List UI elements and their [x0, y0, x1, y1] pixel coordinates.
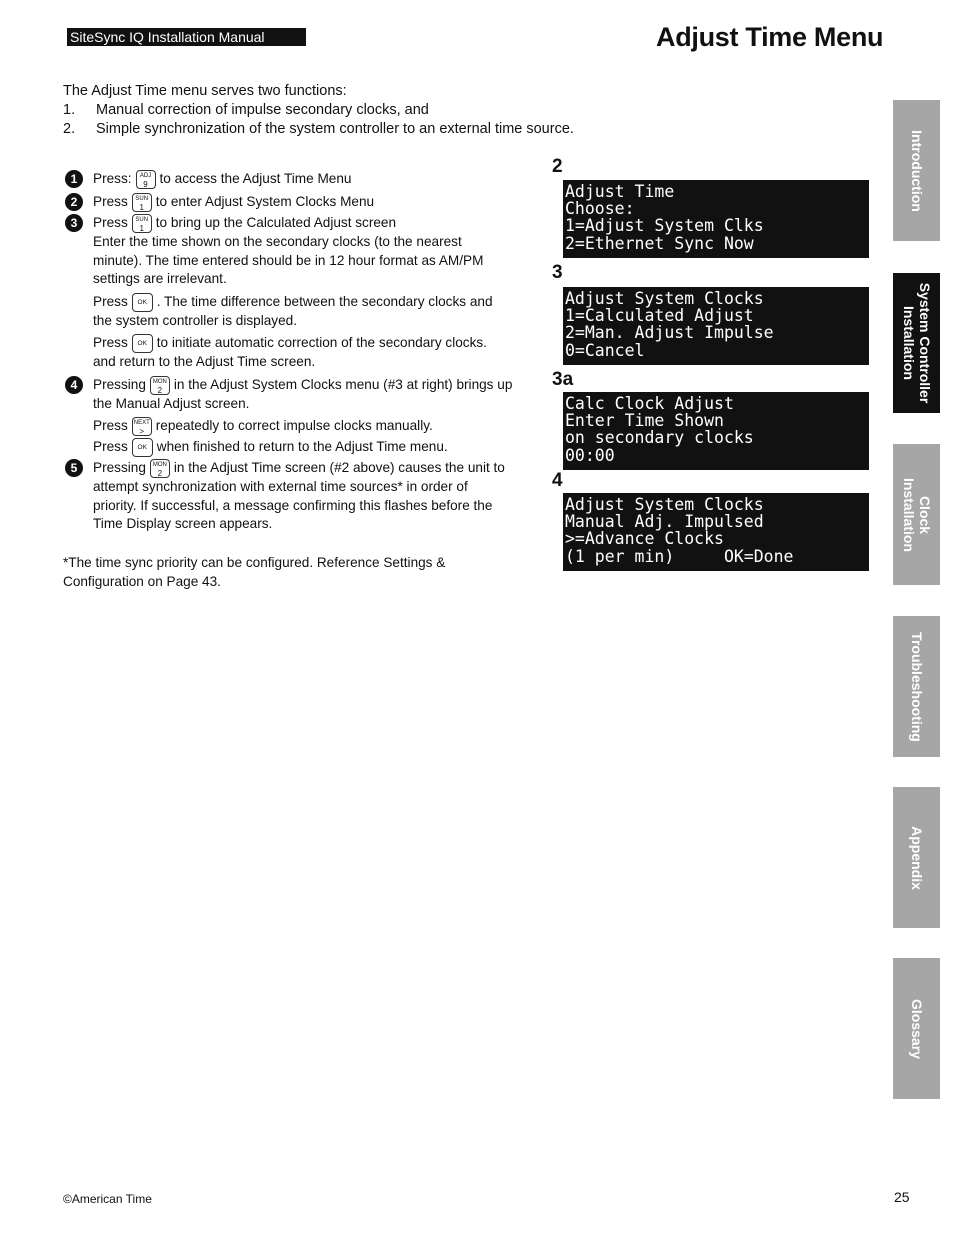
step-number-badge: 2	[65, 193, 83, 211]
step-text: . The time difference between the secondary clocks and the system controller is displayed.	[93, 293, 493, 328]
intro-item-number: 1.	[63, 102, 76, 118]
screen-label: 2	[552, 156, 563, 177]
mon-2-key-icon	[150, 459, 170, 478]
lcd-line: >=Advance Clocks	[565, 529, 724, 549]
intro-item	[63, 120, 574, 139]
lcd-line: 2=Ethernet Sync Now	[565, 233, 754, 253]
adj-9-key-icon	[136, 170, 156, 189]
lcd-line: (1 per min) OK=Done	[565, 546, 794, 566]
key-value: 2	[157, 469, 163, 478]
ok-key-icon: OK	[132, 293, 153, 312]
step-4-press-ok	[63, 438, 513, 457]
tab-glossary[interactable]	[893, 958, 940, 1099]
step-text: repeatedly to correct impulse clocks manually.	[155, 418, 433, 434]
step-text: Press:	[93, 171, 132, 187]
step-3-press-ok	[63, 293, 513, 331]
key-value: 1	[139, 224, 144, 233]
key-caption: MON	[152, 462, 167, 468]
step-text: to enter Adjust System Clocks Menu	[155, 194, 375, 210]
lcd-line: 00:00	[565, 445, 615, 465]
screen-label: 3	[552, 262, 563, 283]
step-text: in the Adjust System Clocks menu (#3 at right) brings up the Manual Adjust screen.	[93, 376, 513, 411]
step-text: Pressing	[93, 376, 146, 392]
step-number-badge: 1	[65, 170, 83, 188]
lcd-line: 2=Man. Adjust Impulse	[565, 323, 774, 343]
lcd-line: Choose:	[565, 199, 635, 219]
copyright: ©American Time	[63, 1192, 152, 1206]
tab-system-controller-installation[interactable]	[893, 273, 940, 413]
step-text: Press	[93, 335, 128, 351]
key-caption: NEXT	[133, 420, 150, 426]
tab-label: Troubleshooting	[908, 631, 925, 742]
step-text: Press	[93, 194, 128, 210]
lcd-line: on secondary clocks	[565, 428, 754, 448]
intro-section	[63, 82, 574, 139]
lcd-screen-calc-clock-adjust	[563, 392, 869, 470]
step-text: to access the Adjust Time Menu	[159, 171, 352, 187]
sun-1-key-icon	[132, 214, 152, 233]
tab-label: Introduction	[908, 129, 925, 212]
step-text: Pressing	[93, 460, 146, 476]
step-5	[63, 459, 513, 534]
intro-item	[63, 101, 574, 120]
page-title: Adjust Time Menu	[656, 22, 884, 52]
lcd-screen-adjust-system-clocks	[563, 287, 869, 365]
step-2	[63, 193, 513, 212]
screen-label: 3a	[552, 369, 574, 390]
step-3	[63, 214, 513, 233]
ok-key-icon: OK	[132, 334, 153, 353]
lcd-line: Adjust System Clocks	[565, 289, 764, 308]
step-number-badge: 5	[65, 459, 83, 477]
step-3-press-ok-again	[63, 334, 513, 372]
intro-lead: The Adjust Time menu serves two functions:	[63, 83, 347, 99]
step-text: in the Adjust Time screen (#2 above) causes the unit to attempt synchronization with external time sources* in order of priority. If successful, a message confirming this flashes before the Time Display screen appears.	[93, 460, 505, 531]
intro-item-text: Simple synchronization of the system controller to an external time source.	[96, 121, 574, 137]
lcd-line: 1=Calculated Adjust	[565, 306, 754, 326]
mon-2-key-icon	[150, 376, 170, 395]
step-text: Enter the time shown on the secondary clocks (to the nearest minute). The time entered should be in 12 hour format as AM/PM settings are irrelevant.	[93, 234, 484, 286]
lcd-line: Calc Clock Adjust	[565, 394, 734, 413]
key-caption: MON	[152, 378, 167, 385]
tab-label: Appendix	[908, 825, 925, 890]
step-text: to initiate automatic correction of the secondary clocks. and return to the Adjust Time screen.	[93, 335, 487, 369]
tab-appendix[interactable]	[893, 787, 940, 928]
step-4	[63, 376, 513, 414]
screen-label: 4	[552, 470, 563, 491]
tab-label: Glossary	[908, 998, 925, 1059]
steps-section	[63, 170, 513, 534]
tab-clock-installation[interactable]	[893, 444, 940, 585]
lcd-line: Manual Adj. Impulsed	[565, 512, 764, 532]
ok-key-icon: OK	[132, 438, 153, 457]
tab-troubleshooting[interactable]	[893, 616, 940, 757]
tab-label: System Controller Installation	[900, 282, 933, 404]
intro-item-number: 2.	[63, 121, 76, 137]
manual-title-badge: SiteSync IQ Installation Manual	[67, 28, 306, 46]
lcd-line: Adjust System Clocks	[565, 495, 764, 514]
step-1	[63, 170, 513, 189]
key-value: 9	[143, 180, 148, 189]
step-text: Press	[93, 418, 128, 434]
step-text: Press	[93, 215, 128, 231]
key-caption: SUN	[135, 196, 149, 202]
step-3-enter-time	[63, 233, 513, 289]
lcd-line: 1=Adjust System Clks	[565, 216, 764, 236]
key-value: 2	[157, 385, 163, 395]
tab-introduction[interactable]	[893, 100, 940, 241]
step-text: Press	[93, 293, 128, 309]
lcd-screen-adjust-time	[563, 180, 869, 258]
lcd-screen-manual-adjust	[563, 493, 869, 571]
step-text: Press	[93, 439, 128, 455]
lcd-line: Enter Time Shown	[565, 411, 724, 431]
next-key-icon	[132, 417, 152, 436]
key-caption: SUN	[135, 217, 149, 223]
lcd-line: Adjust Time	[565, 182, 675, 201]
sun-1-key-icon	[132, 193, 152, 212]
key-value: >	[139, 427, 145, 436]
page-number: 25	[894, 1189, 910, 1205]
key-caption: ADJ	[139, 173, 152, 179]
key-value: 1	[139, 203, 144, 212]
step-number-badge: 4	[65, 376, 83, 394]
footnote: *The time sync priority can be configured. Reference Settings & Configuration on Page 43.	[63, 555, 446, 589]
lcd-line: 0=Cancel	[565, 340, 645, 360]
step-4-press-next	[63, 417, 513, 436]
step-text: when finished to return to the Adjust Time menu.	[156, 439, 448, 455]
step-number-badge: 3	[65, 214, 83, 232]
intro-item-text: Manual correction of impulse secondary clocks, and	[96, 102, 429, 118]
tab-label: Clock Installation	[900, 477, 933, 552]
step-text: to bring up the Calculated Adjust screen	[155, 215, 397, 231]
